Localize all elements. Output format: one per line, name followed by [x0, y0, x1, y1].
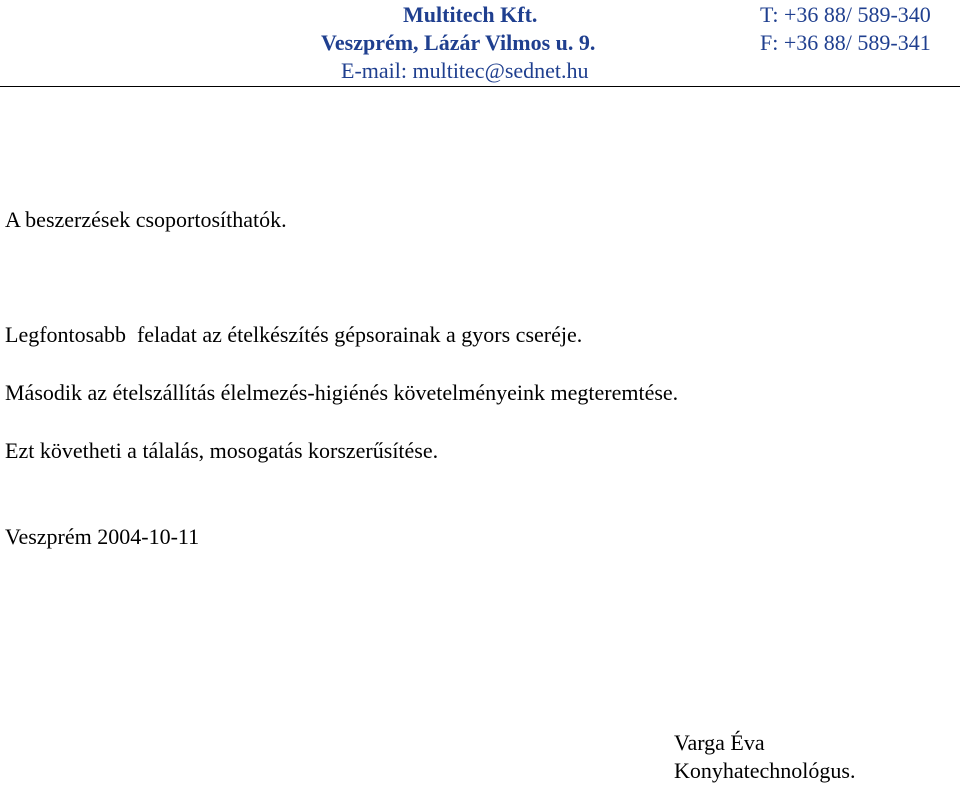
company-fax: F: +36 88/ 589-341 — [760, 30, 931, 55]
company-name: Multitech Kft. — [403, 2, 538, 27]
company-address: Veszprém, Lázár Vilmos u. 9. — [321, 30, 596, 55]
signature-name: Varga Éva — [674, 730, 765, 755]
intro-text: A beszerzések csoportosíthatók. — [5, 207, 287, 232]
header-divider — [0, 86, 960, 87]
place-date: Veszprém 2004-10-11 — [5, 524, 200, 549]
paragraph-3: Ezt követheti a tálalás, mosogatás korszerűsítése. — [5, 438, 439, 463]
company-email: E-mail: multitec@sednet.hu — [341, 58, 589, 83]
signature-title: Konyhatechnológus. — [674, 758, 856, 783]
paragraph-1: Legfontosabb feladat az ételkészítés gépsorainak a gyors cseréje. — [5, 322, 583, 347]
company-phone: T: +36 88/ 589-340 — [760, 2, 931, 27]
paragraph-2: Második az ételszállítás élelmezés-higiénés követelményeink megteremtése. — [5, 380, 679, 405]
